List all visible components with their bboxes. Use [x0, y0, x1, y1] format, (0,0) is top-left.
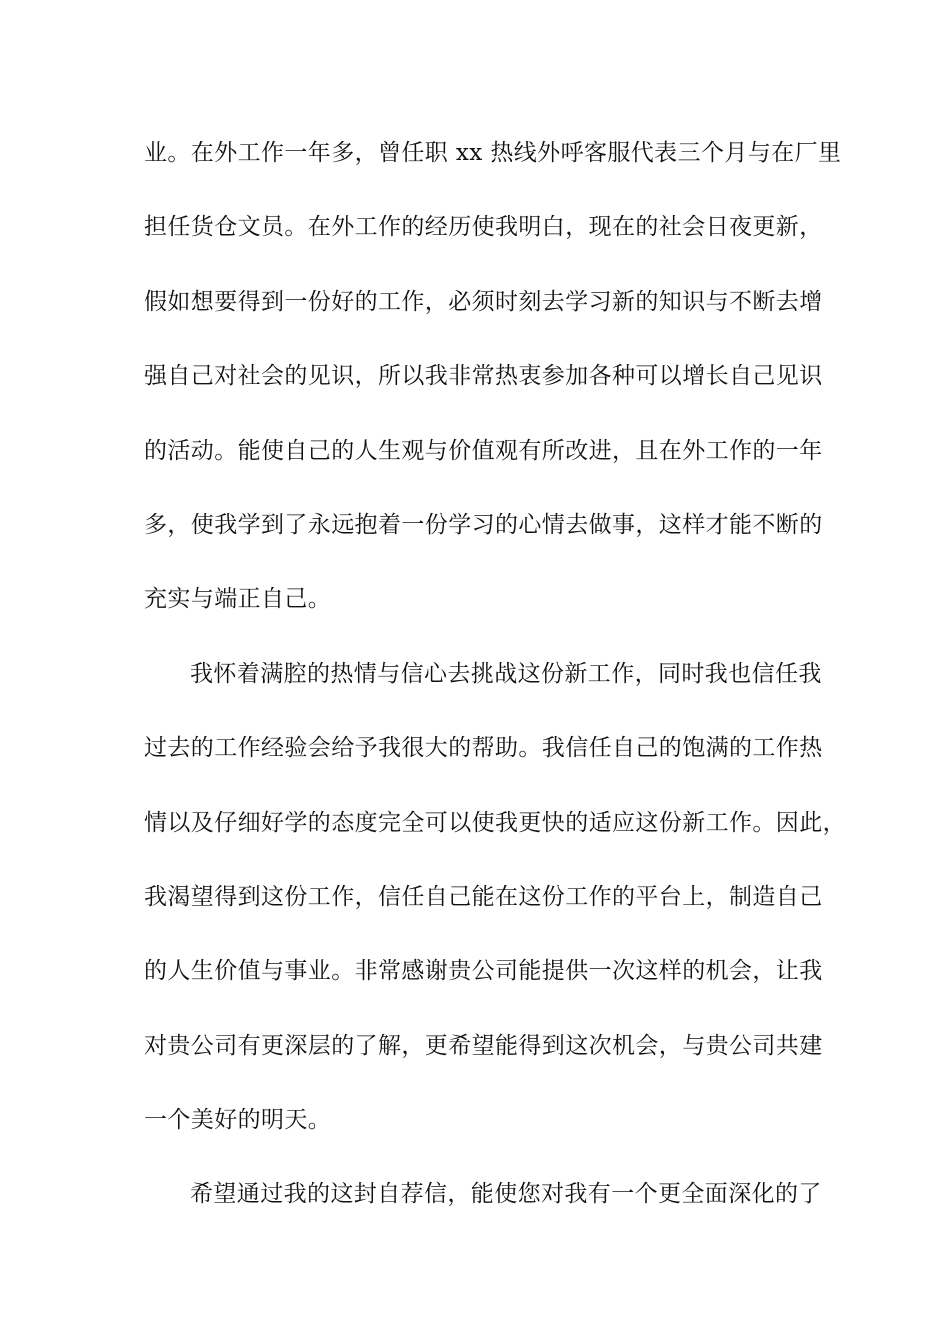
text-line: 我渴望得到这份工作，信任自己能在这份工作的平台上，制造自己: [144, 883, 823, 910]
text-line: 的活动。能使自己的人生观与价值观有所改进，且在外工作的一年: [144, 437, 823, 464]
text-line: 假如想要得到一份好的工作，必须时刻去学习新的知识与不断去增: [144, 288, 823, 315]
text-line: 对贵公司有更深层的了解，更希望能得到这次机会，与贵公司共建: [144, 1032, 823, 1059]
letter-body: [144, 130, 846, 1246]
text-line: 的人生价值与事业。非常感谢贵公司能提供一次这样的机会，让我: [144, 958, 823, 985]
text-line: 情以及仔细好学的态度完全可以使我更快的适应这份新工作。因此，: [144, 809, 846, 836]
text-line: 一个美好的明天。: [144, 1107, 332, 1134]
text-line: 充实与端正自己。: [144, 586, 332, 613]
paragraph-start-line: 希望通过我的这封自荐信，能使您对我有一个更全面深化的了: [190, 1181, 822, 1208]
text-line: 业。在外工作一年多，曾任职 xx 热线外呼客服代表三个月与在厂里: [144, 140, 842, 166]
text-line: 强自己对社会的见识，所以我非常热衷参加各种可以增长自己见识: [144, 363, 823, 390]
paragraph-start-line: 我怀着满腔的热情与信心去挑战这份新工作，同时我也信任我: [190, 660, 822, 687]
text-line: 担任货仓文员。在外工作的经历使我明白，现在的社会日夜更新，: [144, 214, 823, 241]
text-line: 多，使我学到了永远抱着一份学习的心情去做事，这样才能不断的: [144, 511, 823, 538]
text-line: 过去的工作经验会给予我很大的帮助。我信任自己的饱满的工作热: [144, 735, 823, 762]
